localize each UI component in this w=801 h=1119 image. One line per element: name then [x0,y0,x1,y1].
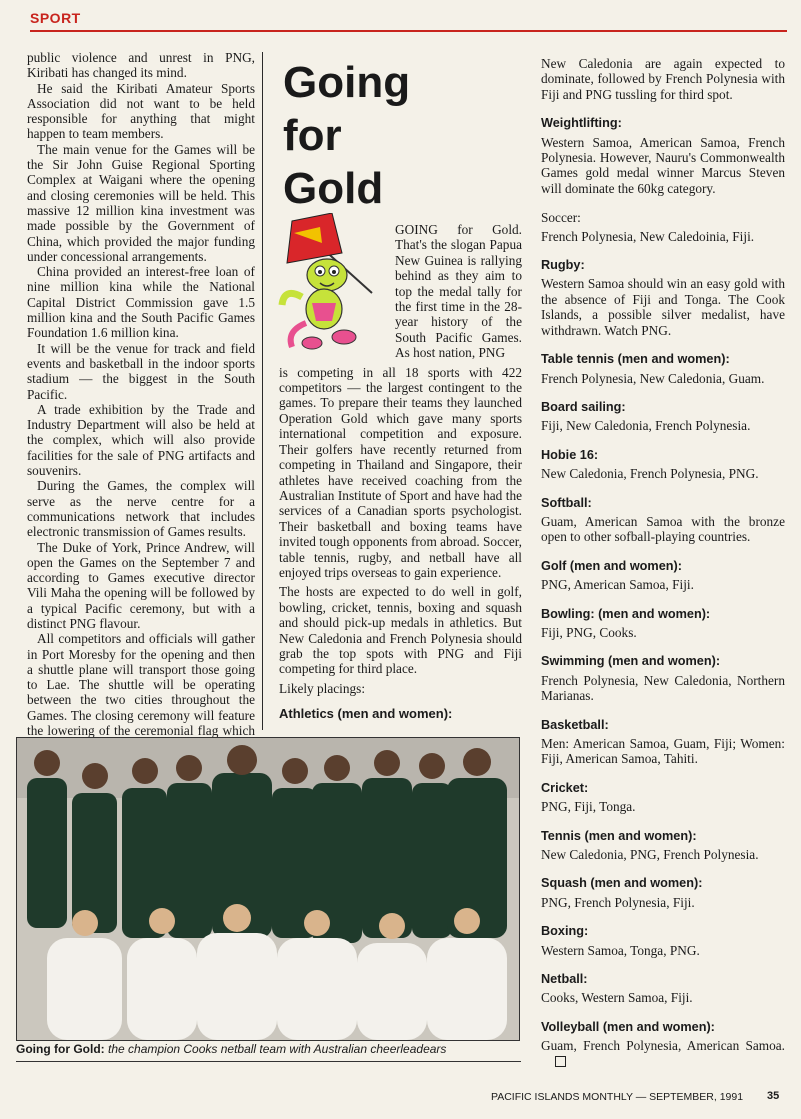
placing-text: Western Samoa, Tonga, PNG. [541,942,700,958]
article-column-1 [27,50,255,754]
placing-text: Western Samoa, American Samoa, French Polynesia. However, Nauru's Commonwealth Games gold medal winner Marcus Steven will dominate the 60kg category. [541,134,785,196]
placing-entry [541,400,785,434]
placing-entry [541,654,785,703]
placing-entry [541,781,785,815]
sport-heading: Cricket: [541,780,589,795]
sport-heading: Netball: [541,972,588,987]
paragraph: Likely placings: [279,680,366,696]
paragraph: All competitors and officials will gather in Port Moresby for the opening and then a shuttle plane will transport those going to Lae. The shuttle will be operating between the two cities throughout the Games. The closing ceremony will feature the lowering of the ceremonial flag which [27,631,255,739]
intro-paragraph: GOING for Gold. That's the slogan Papua New Guinea is rallying behind as they aim to top the medal tally for the first time in the 28-year history of the South Pacific Games. As host nation, PNG [395,222,522,361]
placing-text: French Polynesia, New Caledonia, Northern Marianas. [541,672,785,704]
paragraph: During the Games, the complex will serve as the nerve centre for a communications network that includes electronic transmission of Games results. [27,478,255,540]
caption-lead: Going for Gold: [16,1042,105,1056]
placing-text: New Caledonia, French Polynesia, PNG. [541,466,759,482]
placing-entry [541,607,785,641]
placing-text: Western Samoa should win an easy gold with the absence of Fiji and Tonga. The Cook Islands, a possible silver medalist, have withdrawn. Watch PNG. [541,276,785,338]
paragraph: It will be the venue for track and field events and basketball in the indoor sports stadium — the biggest in the South Pacific. [27,340,255,402]
sport-heading: Squash (men and women): [541,876,703,891]
paragraph: public violence and unrest in PNG, Kiribati has changed its mind. [27,50,255,81]
placing-entry [541,496,785,545]
sport-heading: Hobie 16: [541,447,599,462]
placing-entry [541,210,785,244]
end-of-article-mark [555,1056,566,1067]
publication-footer: PACIFIC ISLANDS MONTHLY — SEPTEMBER, 1991 [491,1091,744,1103]
sport-heading: Volleyball (men and women): [541,1019,715,1034]
placing-entry [541,718,785,767]
netball-team-photo [16,737,520,1041]
placing-entry [541,116,785,196]
placing-text: Fiji, PNG, Cooks. [541,624,637,640]
section-rule [30,30,787,32]
sport-heading: Swimming (men and women): [541,654,721,669]
paragraph: is competing in all 18 sports with 422 competitors — the largest contingent to the games. To prepare their teams they launched Operation Gold which gave many sports international competition and exposure. Their golfers have recently returned from competing in Thailand and Singapore, their athletes have received coaching from the Australian Institute of Sport and have had the services of a Canadian sports psychologist. Their basketball and boxing teams have invited tough opponents from abroad. Soccer, table tennis, rugby, and netball have all enjoyed trips overseas to gain experience. [279,364,522,580]
placing-entry [541,972,785,1006]
headline [283,56,410,215]
placing-text: Cooks, Western Samoa, Fiji. [541,990,693,1006]
column-divider [262,52,263,730]
paragraph: He said the Kiribati Amateur Sports Association did not want to be held responsible for anything that might happen to team members. [27,80,255,142]
paragraph: China provided an interest-free loan of nine million kina while the National Capital District Commission gave 1.5 million kina and the South Pacific Games Foundation 1.6 million kina. [27,264,255,341]
athletics-heading: Athletics (men and women): [279,706,453,722]
sport-heading: Golf (men and women): [541,558,682,573]
sport-heading: Softball: [541,495,592,510]
sport-heading: Tennis (men and women): [541,828,697,843]
placing-text: Fiji, New Caledonia, French Polynesia. [541,418,751,434]
sport-heading: Rugby: [541,258,585,273]
headline-line: Gold [283,164,384,213]
photo-caption [16,1042,526,1056]
placing-entry [541,876,785,910]
sport-heading: Soccer: [541,210,581,226]
headline-line: for [283,111,342,160]
paragraph: The main venue for the Games will be the Sir John Guise Regional Sporting Complex at Waigani where the opening and closing ceremonies will be held. This massive 12 million kina investment was made possible by the Government of China, which provided the major funding under concessional arrangements. [27,141,255,264]
sport-heading: Boxing: [541,924,589,939]
sport-heading: Bowling: (men and women): [541,606,711,621]
placing-text [541,1038,785,1069]
placing-entry [541,258,785,338]
sport-heading: Basketball: [541,717,609,732]
paragraph: The hosts are expected to do well in golf, bowling, cricket, tennis, boxing and squash and should pick-up medals in athletics. But New Caledonia and French Polynesia should grab the top spots with PNG and Fiji competing for third place. [279,584,522,677]
placings-column [541,56,785,1069]
placing-entry [541,924,785,958]
sport-heading: Weightlifting: [541,116,622,131]
paragraph: The Duke of York, Prince Andrew, will open the Games on the September 7 and according to Games executive director Vili Maha the opening will be followed by a typical Pacific ceremony, but with a distinct PNG flavour. [27,539,255,631]
sport-heading: Table tennis (men and women): [541,352,730,367]
placing-entry [541,448,785,482]
placing-text-span: Guam, French Polynesia, American Samoa. [541,1038,785,1054]
placing-text: French Polynesia, New Caledonia, Guam. [541,370,765,386]
paragraph: A trade exhibition by the Trade and Industry Department will also be held at the complex, which will also provide facilities for the sale of PNG artifacts and souvenirs. [27,401,255,479]
placing-entry [541,1020,785,1069]
placing-text: PNG, French Polynesia, Fiji. [541,894,695,910]
placing-text: Guam, American Samoa with the bronze open to other sofball-playing countries. [541,513,785,545]
placing-text: New Caledonia, PNG, French Polynesia. [541,847,759,863]
placing-entry [541,829,785,863]
placing-text: PNG, Fiji, Tonga. [541,799,636,815]
section-label: SPORT [30,10,81,26]
paragraph: New Caledonia are again expected to dominate, followed by French Polynesia with Fiji and PNG tussling for third spot. [541,56,785,102]
article-column-2 [279,222,522,722]
placing-text: French Polynesia, New Caledoinia, Fiji. [541,228,755,244]
page-number: 35 [767,1090,780,1102]
placing-text: PNG, American Samoa, Fiji. [541,577,694,593]
caption-rule [16,1061,521,1062]
placing-entry [541,559,785,593]
headline-line: Going [283,58,411,107]
placing-text: Men: American Samoa, Guam, Fiji; Women: Fiji, American Samoa, Tahiti. [541,736,785,767]
caption-text: the champion Cooks netball team with Australian cheerleadears [108,1042,447,1056]
sport-heading: Board sailing: [541,399,626,414]
placing-entry [541,352,785,386]
